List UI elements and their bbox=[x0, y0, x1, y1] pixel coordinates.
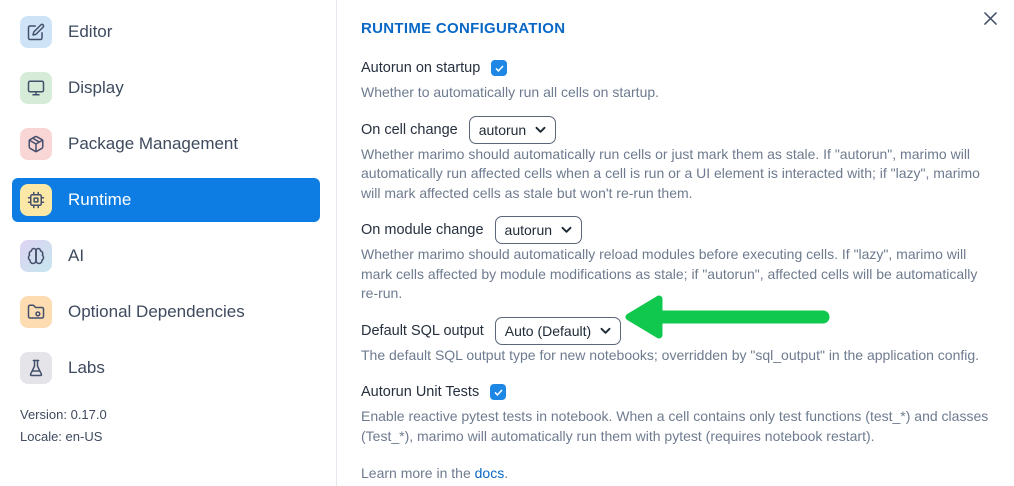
sidebar-item-labs[interactable] bbox=[12, 346, 320, 390]
sidebar-item-label: Editor bbox=[68, 22, 113, 41]
page-title: RUNTIME CONFIGURATION bbox=[361, 20, 566, 37]
runtime-configuration-panel bbox=[337, 0, 1014, 486]
docs-link[interactable]: docs bbox=[474, 465, 505, 481]
setting-label: Autorun Unit Tests bbox=[361, 384, 480, 400]
sidebar-item-package-management[interactable] bbox=[12, 122, 320, 166]
select-value: Auto (Default) bbox=[504, 322, 592, 339]
autorun-on-startup-checkbox[interactable] bbox=[491, 60, 507, 76]
default-sql-output-select[interactable] bbox=[495, 317, 621, 345]
close-icon[interactable] bbox=[980, 8, 1000, 28]
on-cell-change-select[interactable] bbox=[469, 116, 556, 144]
select-value: autorun bbox=[478, 121, 527, 138]
sidebar-item-label: Optional Dependencies bbox=[68, 302, 245, 321]
learn-more-prefix: Learn more in the bbox=[361, 465, 475, 481]
sidebar-item-label: AI bbox=[68, 246, 85, 265]
chevron-down-icon bbox=[561, 226, 572, 234]
locale-text: Locale: en-US bbox=[20, 429, 103, 444]
setting-label: Autorun on startup bbox=[361, 60, 481, 76]
setting-default-sql-output bbox=[361, 318, 990, 366]
chevron-down-icon bbox=[535, 126, 546, 134]
setting-description: Enable reactive pytest tests in notebook. When a cell contains only test functions (test_*) and classes (Test_*), marimo will automatically run them with pytest (requires notebook restart). bbox=[361, 408, 989, 444]
setting-label: Default SQL output bbox=[361, 322, 484, 339]
settings-sidebar bbox=[0, 0, 337, 486]
learn-more-text bbox=[361, 465, 990, 481]
setting-description: The default SQL output type for new notebooks; overridden by "sql_output" in the application config. bbox=[361, 346, 980, 363]
sidebar-item-label: Display bbox=[68, 78, 124, 97]
setting-description: Whether to automatically run all cells on startup. bbox=[361, 84, 660, 100]
folder-dot-icon bbox=[20, 296, 52, 328]
cpu-icon bbox=[20, 184, 52, 216]
setting-on-module-change bbox=[361, 217, 990, 304]
version-text: Version: 0.17.0 bbox=[20, 407, 107, 422]
sidebar-item-runtime[interactable] bbox=[12, 178, 320, 222]
check-icon bbox=[494, 63, 505, 74]
chevron-down-icon bbox=[600, 327, 611, 335]
sidebar-footer bbox=[20, 404, 336, 448]
setting-description: Whether marimo should automatically run cells or just mark them as stale. If "autorun", marimo will automatically run affected cells when a cell is run or a UI element is interacted with; if "lazy", marimo will mark affected cells as stale but won't re-run them. bbox=[361, 145, 980, 201]
edit-icon bbox=[20, 16, 52, 48]
sidebar-item-label: Runtime bbox=[68, 190, 132, 209]
on-module-change-select[interactable] bbox=[495, 216, 582, 244]
sidebar-item-ai[interactable] bbox=[12, 234, 320, 278]
setting-on-cell-change bbox=[361, 117, 990, 204]
monitor-icon bbox=[20, 72, 52, 104]
brain-icon bbox=[20, 240, 52, 272]
sidebar-item-display[interactable] bbox=[12, 66, 320, 110]
flask-icon bbox=[20, 352, 52, 384]
learn-more-suffix: . bbox=[504, 465, 509, 481]
package-icon bbox=[20, 128, 52, 160]
autorun-unit-tests-checkbox[interactable] bbox=[490, 384, 506, 400]
sidebar-item-label: Labs bbox=[68, 358, 105, 377]
sidebar-item-optional-dependencies[interactable] bbox=[12, 290, 320, 334]
setting-label: On cell change bbox=[361, 121, 458, 138]
select-value: autorun bbox=[504, 222, 553, 238]
setting-label: On module change bbox=[361, 222, 484, 238]
check-icon bbox=[493, 387, 504, 398]
setting-description: Whether marimo should automatically reload modules before executing cells. If "lazy", marimo will mark cells affected by module modifications as stale; if "autorun", affected cells will be automatically re-run. bbox=[361, 246, 978, 301]
setting-autorun-on-startup bbox=[361, 55, 990, 103]
sidebar-item-label: Package Management bbox=[68, 134, 239, 153]
sidebar-item-editor[interactable] bbox=[12, 10, 320, 54]
setting-autorun-unit-tests bbox=[361, 379, 990, 446]
